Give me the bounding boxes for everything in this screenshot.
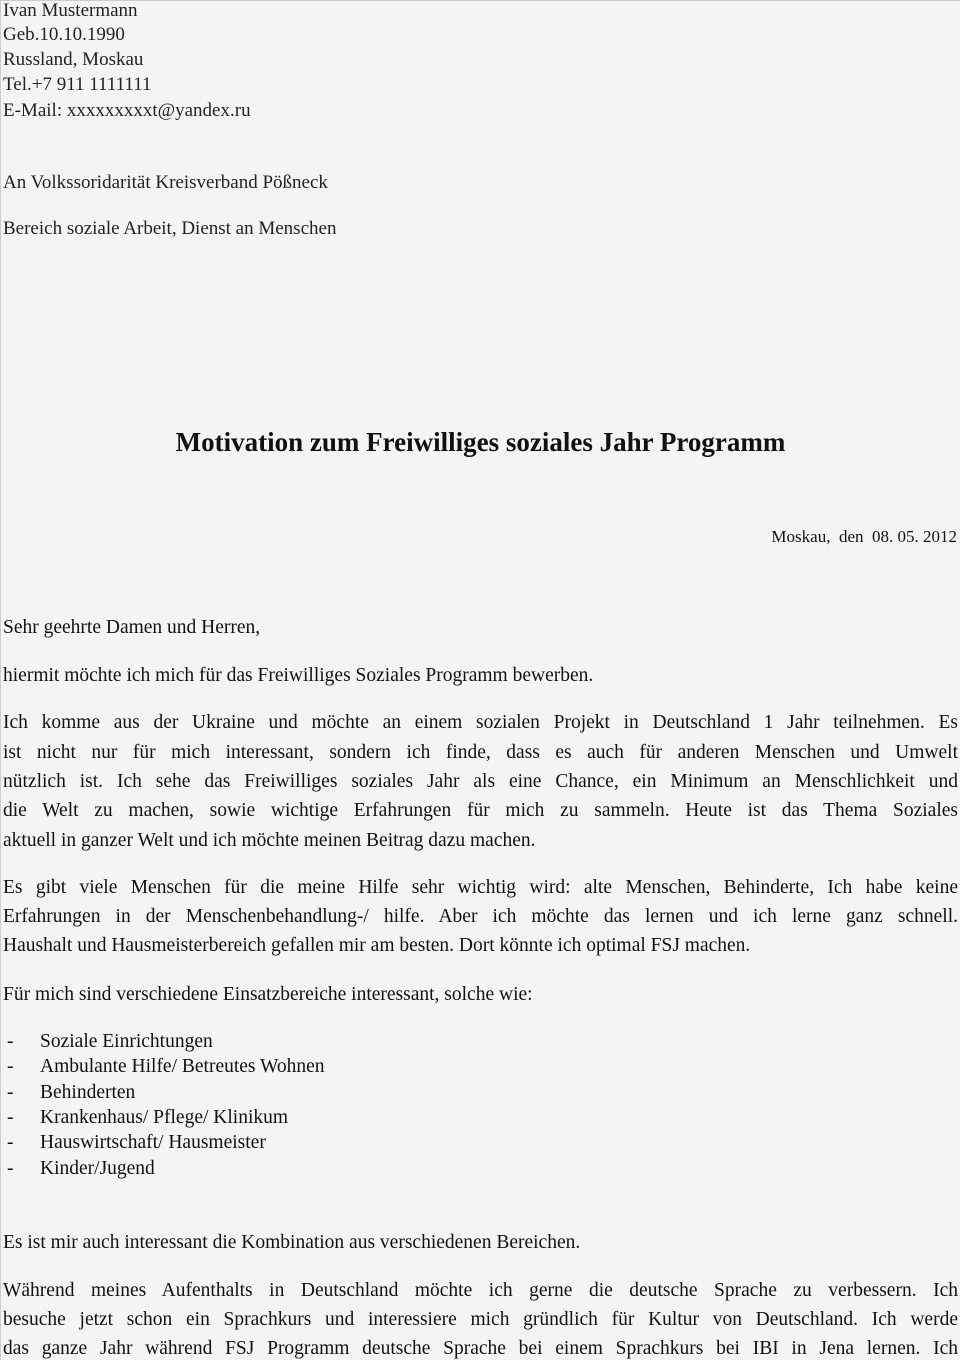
list-item-label: Krankenhaus/ Pflege/ Klinikum bbox=[40, 1107, 289, 1128]
letter-title: Motivation zum Freiwilliges soziales Jahr Programm bbox=[175, 427, 786, 457]
text-line: ist nicht nur für mich interessant, sondern ich finde, dass es auch für anderen Menschen und Umwelt bbox=[3, 742, 958, 763]
text-line: das ganze Jahr während FSJ Programm deutsche Sprache bei einem Sprachkurs bei IBI in Jena lernen. Ich bbox=[3, 1338, 958, 1359]
list-item bbox=[7, 1032, 213, 1052]
text-line: aktuell in ganzer Welt und ich möchte meinen Beitrag dazu machen. bbox=[3, 830, 536, 851]
list-dash: - bbox=[7, 1132, 14, 1153]
list-item-label: Hauswirtschaft/ Hausmeister bbox=[40, 1132, 266, 1153]
combination-line: Es ist mir auch interessant die Kombination aus verschiedenen Bereichen. bbox=[3, 1232, 581, 1253]
text-line: Während meines Aufenthalts in Deutschland möchte ich gerne die deutsche Sprache zu verbessern. Ich bbox=[3, 1280, 958, 1301]
text-line: Ich komme aus der Ukraine und möchte an einem sozialen Projekt in Deutschland 1 Jahr teilnehmen. Es bbox=[3, 712, 958, 733]
list-dash: - bbox=[7, 1056, 14, 1077]
list-item bbox=[7, 1108, 288, 1128]
list-item bbox=[7, 1133, 266, 1153]
text-line: besuche jetzt schon ein Sprachkurs und interessiere mich gründlich für Kultur von Deutschland. Ich werde bbox=[3, 1309, 958, 1330]
list-item-label: Soziale Einrichtungen bbox=[40, 1031, 213, 1052]
text-line: Es gibt viele Menschen für die meine Hilfe sehr wichtig wird: alte Menschen, Behinderte, Ich habe keine bbox=[3, 877, 958, 898]
sender-location: Russland, Moskau bbox=[3, 49, 144, 70]
list-dash: - bbox=[7, 1107, 14, 1128]
list-item bbox=[7, 1057, 325, 1077]
intro-line: hiermit möchte ich mich für das Freiwilliges Soziales Programm bewerben. bbox=[3, 665, 594, 686]
sender-name: Ivan Mustermann bbox=[3, 0, 138, 21]
list-item bbox=[7, 1083, 135, 1103]
text-line: Erfahrungen in der Menschenbehandlung-/ hilfe. Aber ich möchte das lernen und ich lerne ganz schnell. bbox=[3, 906, 958, 927]
list-intro: Für mich sind verschiedene Einsatzbereiche interessant, solche wie: bbox=[3, 984, 533, 1005]
text-line: Haushalt und Hausmeisterbereich gefallen mir am besten. Dort könnte ich optimal FSJ machen. bbox=[3, 935, 751, 956]
recipient-dept: Bereich soziale Arbeit, Dienst an Menschen bbox=[3, 218, 337, 239]
list-item-label: Kinder/Jugend bbox=[40, 1158, 155, 1179]
sender-email: E-Mail: xxxxxxxxxt@yandex.ru bbox=[3, 100, 251, 121]
text-line: die Welt zu machen, sowie wichtige Erfahrungen für mich zu sammeln. Heute ist das Thema Soziales bbox=[3, 800, 958, 821]
salutation: Sehr geehrte Damen und Herren, bbox=[3, 617, 261, 638]
list-dash: - bbox=[7, 1031, 14, 1052]
recipient-org: An Volkssoridarität Kreisverband Pößneck bbox=[3, 172, 328, 193]
sender-birth: Geb.10.10.1990 bbox=[3, 24, 125, 45]
list-item-label: Behinderten bbox=[40, 1082, 136, 1103]
text-line: nützlich ist. Ich sehe das Freiwilliges soziales Jahr als eine Chance, ein Minimum an Menschlichkeit und bbox=[3, 771, 958, 792]
list-dash: - bbox=[7, 1082, 14, 1103]
list-dash: - bbox=[7, 1158, 14, 1179]
list-item-label: Ambulante Hilfe/ Betreutes Wohnen bbox=[40, 1056, 325, 1077]
letter-date: Moskau, den 08. 05. 2012 bbox=[771, 527, 957, 546]
sender-phone: Tel.+7 911 1111111 bbox=[3, 74, 152, 95]
list-item bbox=[7, 1159, 155, 1179]
